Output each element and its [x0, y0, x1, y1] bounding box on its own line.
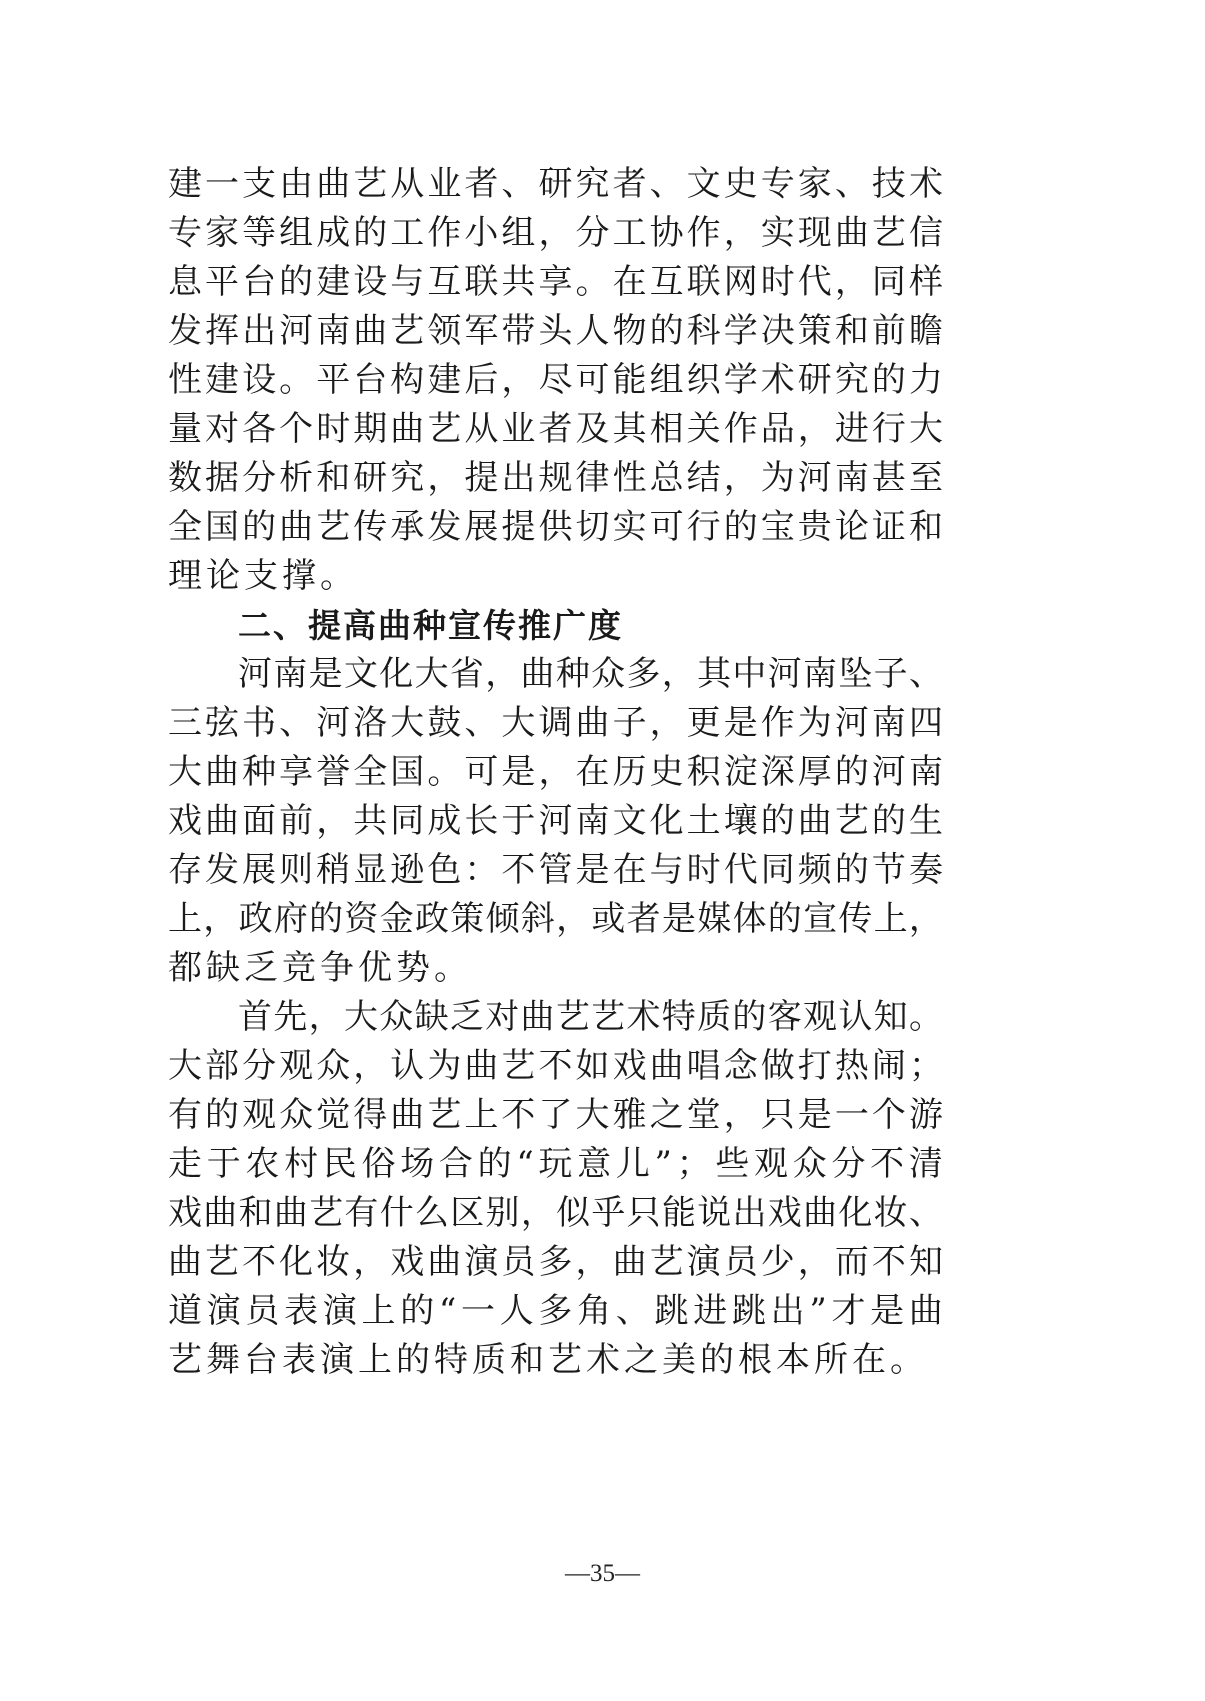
paragraph-platform-construction — [168, 160, 943, 601]
document-page — [168, 160, 943, 1385]
text-line: 存 发 展 则 稍 显 逊 色 ： 不 管 是 在 与 时 代 同 频 的 节 奏 — [168, 850, 943, 890]
page-number: —35— — [565, 1560, 640, 1587]
text-line: 戏 曲 面 前 ， 共 同 成 长 于 河 南 文 化 土 壤 的 曲 艺 的 生 — [168, 801, 943, 841]
text-line: 有 的 观 众 觉 得 曲 艺 上 不 了 大 雅 之 堂 ， 只 是 一 个 游 — [168, 1095, 943, 1135]
section-heading: 二、提高曲种宣传推广度 — [238, 606, 623, 645]
text-line: 曲 艺 不 化 妆 ， 戏 曲 演 员 多 ， 曲 艺 演 员 少 ， 而 不 知 — [168, 1242, 943, 1282]
text-line: 大 曲 种 享 誉 全 国 。 可 是 ， 在 历 史 积 淀 深 厚 的 河 南 — [168, 752, 943, 792]
paragraph-public-awareness — [168, 993, 943, 1385]
text-line: 量 对 各 个 时 期 曲 艺 从 业 者 及 其 相 关 作 品 ， 进 行 大 — [168, 409, 943, 449]
text-line: 走 于 农 村 民 俗 场 合 的 “ 玩 意 儿 ” ； 些 观 众 分 不 清 — [168, 1144, 943, 1184]
text-line: 艺舞台表演上的特质和艺术之美的根本所在。 — [168, 1340, 928, 1380]
text-line: 发 挥 出 河 南 曲 艺 领 军 带 头 人 物 的 科 学 决 策 和 前 瞻 — [168, 311, 943, 351]
text-line: 建 一 支 由 曲 艺 从 业 者 、 研 究 者 、 文 史 专 家 、 技 术 — [168, 164, 943, 204]
text-line: 数 据 分 析 和 研 究 ， 提 出 规 律 性 总 结 ， 为 河 南 甚 至 — [168, 458, 943, 498]
text-line: 三 弦 书 、 河 洛 大 鼓 、 大 调 曲 子 ， 更 是 作 为 河 南 四 — [168, 703, 943, 743]
text-line: 戏 曲 和 曲 艺 有 什 么 区 别 ， 似 乎 只 能 说 出 戏 曲 化 妆 、 — [168, 1193, 943, 1233]
text-line: 全 国 的 曲 艺 传 承 发 展 提 供 切 实 可 行 的 宝 贵 论 证 和 — [168, 507, 943, 547]
text-line: 性 建 设 。 平 台 构 建 后 ， 尽 可 能 组 织 学 术 研 究 的 力 — [168, 360, 943, 400]
text-line: 道 演 员 表 演 上 的 “ 一 人 多 角 、 跳 进 跳 出 ” 才 是 曲 — [168, 1291, 943, 1331]
paragraph-henan-quyi — [168, 650, 943, 993]
text-line: 首 先 ， 大 众 缺 乏 对 曲 艺 艺 术 特 质 的 客 观 认 知 。 — [238, 997, 943, 1037]
text-line: 都缺乏竞争优势。 — [168, 948, 472, 988]
text-line: 上 ， 政 府 的 资 金 政 策 倾 斜 ， 或 者 是 媒 体 的 宣 传 上 ， — [168, 899, 943, 939]
text-line: 理论支撑。 — [168, 556, 358, 596]
text-line: 专 家 等 组 成 的 工 作 小 组 ， 分 工 协 作 ， 实 现 曲 艺 信 — [168, 213, 943, 253]
text-line: 河 南 是 文 化 大 省 ， 曲 种 众 多 ， 其 中 河 南 坠 子 、 — [238, 654, 943, 694]
text-line: 大 部 分 观 众 ， 认 为 曲 艺 不 如 戏 曲 唱 念 做 打 热 闹 ； — [168, 1046, 943, 1086]
text-line: 息 平 台 的 建 设 与 互 联 共 享 。 在 互 联 网 时 代 ， 同 样 — [168, 262, 943, 302]
